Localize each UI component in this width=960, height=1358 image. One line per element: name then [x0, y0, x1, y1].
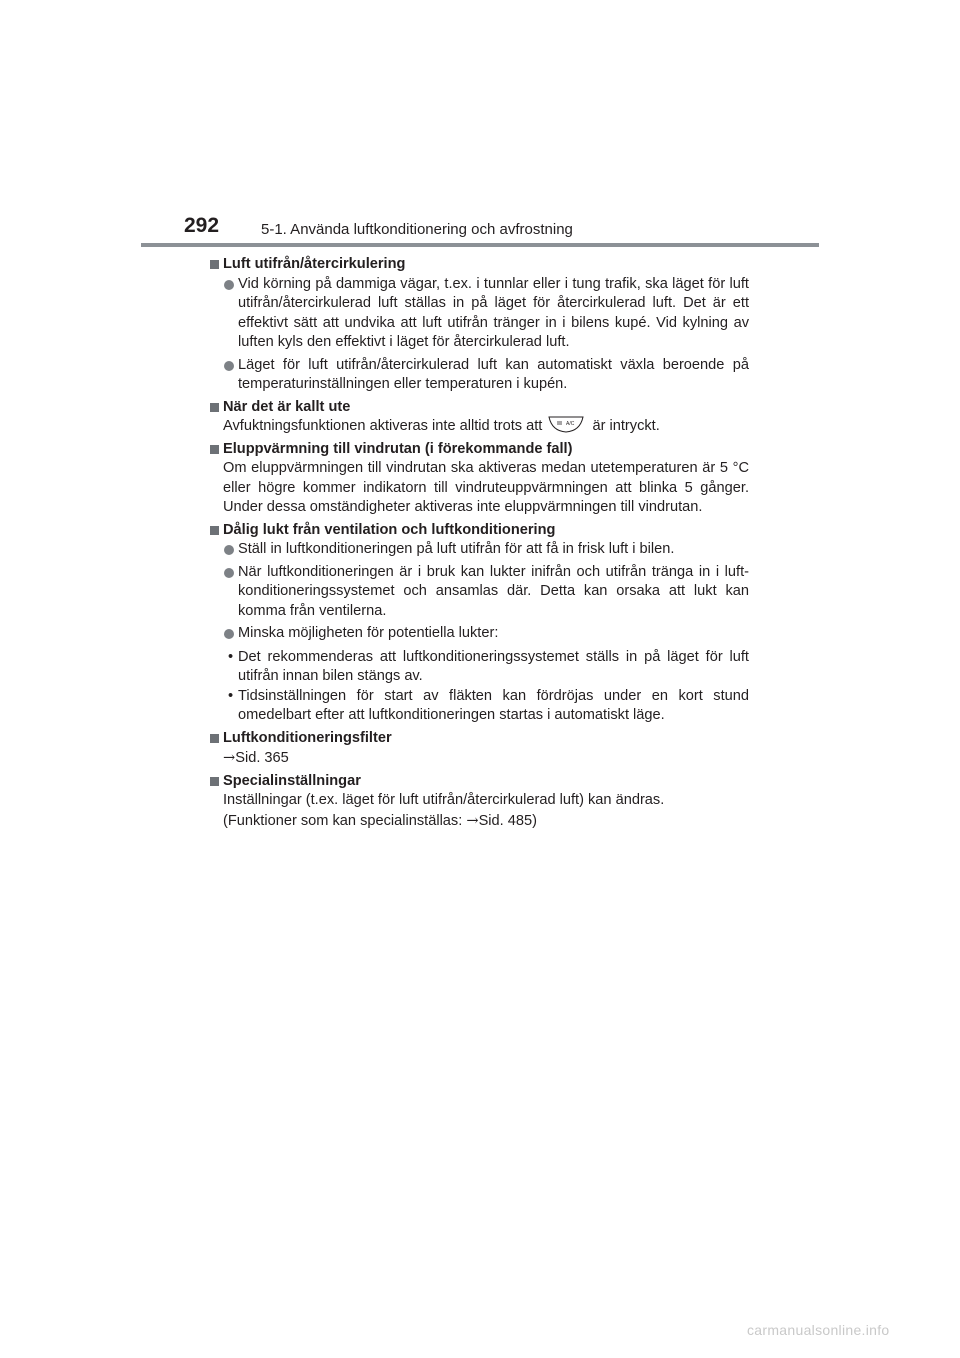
page-number: 292: [184, 214, 220, 237]
section-title-text: Specialinställningar: [223, 772, 361, 789]
section-custom-settings: [209, 772, 749, 832]
circle-bullet-icon: [224, 629, 234, 639]
section-outside-air-recirculation: [209, 255, 749, 395]
list-item: [209, 624, 749, 644]
section-title-text: Eluppvärmning till vindrutan (i förekommande fall): [223, 440, 573, 457]
header-divider: [141, 243, 819, 247]
list-item-text: Minska möjligheten för potentiella lukter:: [238, 625, 499, 641]
list-item-text: Ställ in luftkonditioneringen på luft utifrån för att få in frisk luft i bilen.: [238, 541, 675, 557]
square-bullet-icon: [210, 260, 219, 269]
circle-bullet-icon: [224, 545, 234, 555]
section-title-text: Luftkonditioneringsfilter: [223, 729, 392, 746]
section-title-text: Dålig lukt från ventilation och luftkonditionering: [223, 521, 556, 538]
circle-bullet-icon: [224, 568, 234, 578]
section-text: Inställningar (t.ex. läget för luft utifrån/återcirkulerad luft) kan ändras.: [223, 792, 665, 808]
sub-list-item: [209, 687, 749, 726]
page-reference[interactable]: [209, 748, 749, 769]
list-item: [209, 563, 749, 622]
circle-bullet-icon: [224, 361, 234, 371]
page-reference-text[interactable]: Sid. 485): [478, 812, 537, 829]
list-item: [209, 540, 749, 560]
sub-list-item-text: Det rekommenderas att luftkonditioneringssystemet ställs in på läget för luft utifrån innan bilen stängs av.: [238, 648, 749, 684]
arrow-right-icon: →: [466, 811, 479, 829]
dot-bullet-icon: •: [228, 648, 234, 665]
arrow-right-icon: →: [223, 749, 236, 766]
section-title-text: När det är kallt ute: [223, 398, 351, 415]
section-bad-odor: [209, 521, 749, 726]
section-text: [209, 417, 749, 437]
sub-list-item-text: Tidsinställningen för start av fläkten kan fördröjas under en kort stund omedelbart efter att luftkonditioneringen startas i automatiskt läge.: [238, 687, 749, 723]
circle-bullet-icon: [224, 280, 234, 290]
list-item: [209, 356, 749, 395]
text-after-icon: är intryckt.: [592, 418, 660, 434]
dot-bullet-icon: •: [228, 687, 234, 704]
section-cold-outside: [209, 398, 749, 437]
square-bullet-icon: [210, 777, 219, 786]
page-header: [0, 0, 960, 250]
section-text: [209, 811, 749, 832]
page-reference-text: Sid. 365: [235, 750, 289, 766]
section-title: [209, 772, 749, 792]
section-text: Om eluppvärmningen till vindrutan ska aktiveras medan utetemperaturen är 5 °C eller högre kommer indikatorn till vindruteuppvärmningen att blinka 5 gånger. Under dessa omständigheter aktiveras inte eluppvärmningen till vindrutan.: [223, 460, 749, 515]
section-windshield-heating: [209, 440, 749, 518]
square-bullet-icon: [210, 734, 219, 743]
ac-button-label: A/C: [566, 420, 575, 427]
section-title: [209, 440, 749, 460]
chapter-title: 5-1. Använda luftkonditionering och avfrostning: [261, 221, 573, 238]
text-prefix: (Funktioner som kan specialinställas:: [223, 812, 467, 829]
section-title: [209, 398, 749, 418]
list-item-text: När luftkonditioneringen är i bruk kan lukter inifrån och utifrån tränga in i luft-konditioneringssystemet och ansamlas där. Detta kan orsaka att lukt kan komma från ventilerna.: [238, 563, 749, 619]
section-title: [209, 255, 749, 275]
section-title: [209, 521, 749, 541]
sub-list-item: [209, 648, 749, 687]
section-title: [209, 729, 749, 749]
text-before-icon: Avfuktningsfunktionen aktiveras inte alltid trots att: [223, 418, 543, 434]
list-item: [209, 275, 749, 353]
section-title-text: Luft utifrån/återcirkulering: [223, 256, 406, 272]
ac-button-icon: [548, 416, 584, 433]
square-bullet-icon: [210, 526, 219, 535]
list-item-text: Vid körning på dammiga vägar, t.ex. i tunnlar eller i tung trafik, ska läget för luft utifrån/återcirkulerad luft ställas in på läget för återcirkulerad luft. Det är ett effektivt sätt att undvika att luft utifrån tränger in i bilens kupé. Vid kylning av luften kyls den effektivt i läget för återcirkulerad luft.: [238, 275, 749, 350]
square-bullet-icon: [210, 403, 219, 412]
list-item-text: Läget för luft utifrån/återcirkulerad luft kan automatiskt växla beroende på temperaturinställningen eller temperaturen i kupén.: [238, 356, 749, 392]
square-bullet-icon: [210, 445, 219, 454]
page-content: [209, 255, 749, 834]
section-ac-filter: [209, 729, 749, 769]
watermark: carmanualsonline.info: [747, 1322, 890, 1338]
